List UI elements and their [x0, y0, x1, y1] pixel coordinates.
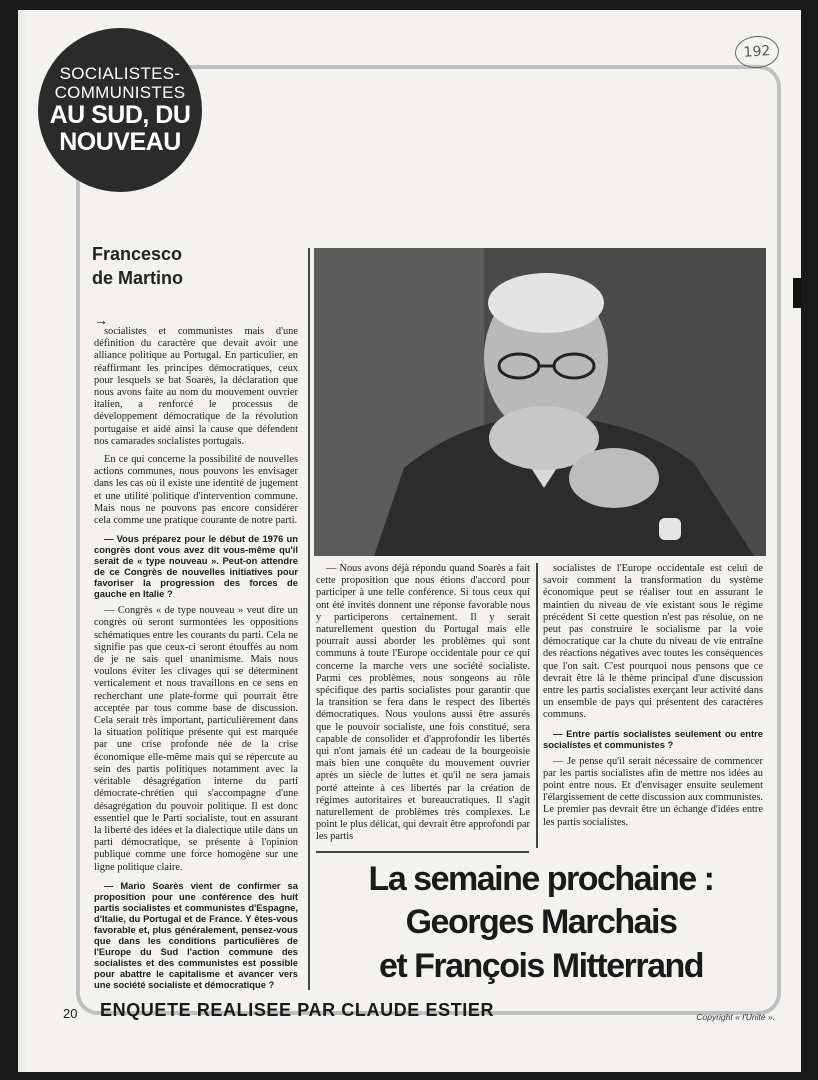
copyright-notice: Copyright « l'Unité ».: [696, 1012, 775, 1022]
title-line-3: AU SUD, DU: [49, 101, 191, 129]
title-line-1: SOCIALISTES-: [59, 64, 181, 83]
paragraph: socialistes de l'Europe occidentale est celui de savoir comment la transformation du système économique peut se réaliser tout en assurant le maintien du niveau de vie existant sous le régime précédent Si cette question n'est pas résolue, on ne peut pas construire le socialisme par la voie démocratique car la chute du niveau de vie entraîne des réactions négatives avec toutes les conséquences que l'on sait. C'est pourquoi nous pensons que ce devrait être là le thème principal d'une discussion entre les partis socialistes exerçant leur activité dans un ensemble de pays qui présentent des caractères communs.: [543, 563, 763, 721]
page-spine: [18, 10, 28, 1072]
next-week-line-3: et François Mitterrand: [378, 947, 704, 985]
continuation-arrow-icon: →: [94, 312, 108, 328]
paragraph: — Congrès « de type nouveau » veut dire un congrès où seront surmontées les oppositions schématiques entre les courants du parti. Cela ne signifie pas que ceux-ci seront étouffés au nom de je ne sais quel unanimisme. Mais nous voulons éviter les clivages qui se déterminent verticalement et nous travaillons en ce sens en recherchant une plate-forme qui pourrait être acceptée par tous comme base de discussion. Cela serait très important, particulièrement dans la situation politique présente qui est marquée par une crise profonde née de la crise économique elle-même mais qui se répercute au sein des partis politiques notamment avec la véritable désagrégation interne du parti démocrate-chrétien qui s'accompagne d'une désagrégation du pouvoir politique. Il est donc essentiel que le Parti socialiste, tout en assurant la liberté des idées et la dialectique utile dans un parti démocratique, se présente à l'opinion publique comme une force homogène sur une ligne politique claire.: [94, 605, 298, 873]
interview-question: — Vous préparez pour le début de 1976 un congrès dont vous avez dit vous-même qu'il serait de « type nouveau ». Peut-on attendre de ce Congrès de nouvelles initiatives pour favoriser la progression des forces de gauche en Italie ?: [94, 533, 298, 600]
author-name: [92, 242, 252, 290]
portrait-photo: [314, 248, 766, 556]
title-line-2: COMMUNISTES: [54, 83, 186, 102]
interview-question: — Mario Soarès vient de confirmer sa proposition pour une conférence des huit partis socialistes et communistes d'Espagne, d'Italie, du Portugal et de France. Y êtes-vous favorable et, plus généralement, pensez-vous que dans les conditions particulières de l'Europe du Sud l'action commune des socialistes et des communistes est possible pour abattre le capitalisme et avancer vers une société socialiste et démocratique ?: [94, 879, 298, 990]
next-week-line-2: Georges Marchais: [405, 903, 677, 941]
column-divider: [308, 248, 310, 990]
paragraph: — Je pense qu'il serait nécessaire de commencer par les partis socialistes afin de mettre nos idées au point entre nous. Et d'envisager ensuite seulement l'élargissement de cette discussion aux communistes. Le premier pas devrait être un échange d'idées entre les partis socialistes.: [543, 755, 763, 828]
next-week-headline: [316, 858, 766, 988]
paragraph: En ce qui concerne la possibilité de nouvelles actions communes, nous pouvons les envisager dans les cas où il existe une identité de jugement et une utilité politique d'intervention commune. Mais nous ne pouvons pas encore considérer cela comme une pratique courante de notre parti.: [94, 454, 298, 527]
magazine-page: [18, 10, 801, 1072]
text-column-1: [94, 326, 298, 998]
text-column-3: [543, 563, 763, 848]
paragraph: — Nous avons déjà répondu quand Soarès a fait cette proposition que nous étions d'accord pour participer à une telle conférence. Si tous ceux qui ont été invités donnent une réponse favorable nous y participerons certainement. Il y serait naturellement question du Portugal mais elle pourrait aussi aborder les problèmes qui sont communs à toute l'Europe occidentale pour ce qui concerne la marche vers une société socialiste. Parmi ces problèmes, nous songeons au rôle spécifique des partis socialistes pour garantir que la transition se fera dans le respect des libertés démocratiques. Nous voulons aussi être assurés que le pouvoir socialiste, une fois constitué, sera capable de consolider et d'approfondir les libertés qui n'ont jamais été un cadeau de la bourgeoisie mais bien une conquête du mouvement ouvrier après un siècle de luttes et qu'il ne sera jamais porté atteinte à ces libertés par la création de régimes autoritaires et bureaucratiques. Il s'agit naturellement de problèmes très complexes. Le point le plus délicat, qui devrait être approfondi par les partis: [316, 563, 530, 843]
title-line-4: NOUVEAU: [59, 128, 181, 156]
author-first-name: Francesco: [92, 244, 183, 264]
edge-tab: [793, 278, 801, 308]
author-last-name: de Martino: [92, 268, 184, 288]
interview-question: — Entre partis socialistes seulement ou entre socialistes et communistes ?: [543, 727, 763, 750]
horizontal-rule: [316, 851, 529, 853]
column-divider: [536, 563, 538, 848]
title-disc: [38, 28, 202, 192]
investigation-credit: ENQUETE REALISEE PAR CLAUDE ESTIER: [100, 1000, 495, 1020]
next-week-line-1: La semaine prochaine :: [368, 860, 714, 898]
paragraph: socialistes et communistes mais d'une définition du caractère que devait avoir une alliance politique au Portugal. En particulier, en réaffirmant les principes démocratiques, ceux pour lesquels se bat Soarès, la déclaration que nous avons faite au nom du mouvement ouvrier italien, a renforcé le processus de développement démocratique de la révolution portugaise et aidé ainsi la cause que défendent nos camarades socialistes portugais.: [94, 326, 298, 447]
archive-page-label: 192: [734, 35, 780, 70]
portrait-illustration: [314, 248, 766, 556]
text-column-2: [316, 563, 530, 848]
page-number: 20: [63, 1006, 78, 1021]
